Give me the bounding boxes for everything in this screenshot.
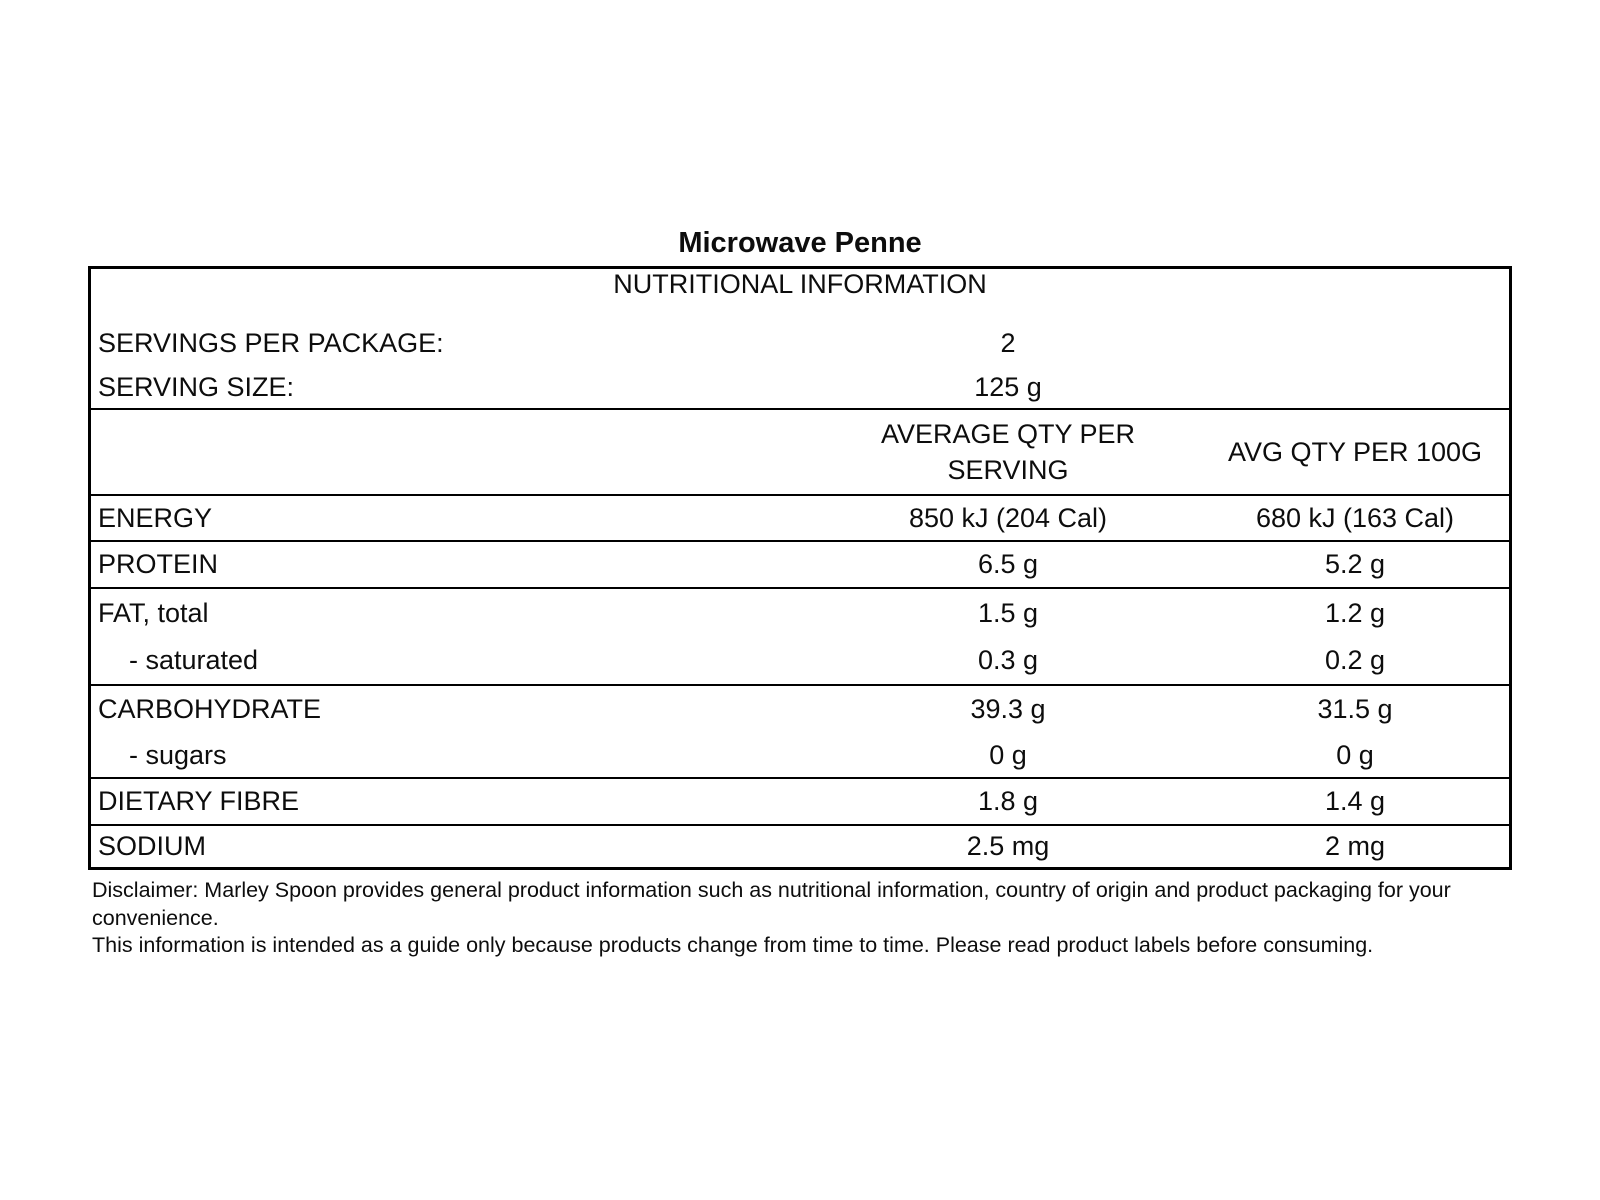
column-header-per-serving-line2: SERVING xyxy=(947,455,1069,485)
nutrient-per-100g: 5.2 g xyxy=(1324,549,1386,579)
table-row-protein xyxy=(91,542,1509,589)
table-row-fat-total xyxy=(91,589,1509,637)
nutrient-per-100g: 1.2 g xyxy=(1324,597,1386,628)
nutrient-per-serving: 0 g xyxy=(989,739,1027,770)
servings-per-package-value: 2 xyxy=(1000,327,1016,358)
nutrient-label: DIETARY FIBRE xyxy=(98,786,300,816)
nutrient-sublabel: - saturated xyxy=(129,645,259,675)
column-header-per-100g: AVG QTY PER 100G xyxy=(1227,437,1483,467)
column-header-per-serving-line1: AVERAGE QTY PER xyxy=(880,419,1136,449)
disclaimer-line-2: This information is intended as a guide only because products change from time to time. Please read product labels before consuming. xyxy=(92,933,1374,957)
nutrient-per-serving: 39.3 g xyxy=(970,694,1046,724)
table-header-row xyxy=(91,269,1509,320)
column-header-row xyxy=(91,410,1509,496)
nutrient-per-100g: 2 mg xyxy=(1324,831,1386,861)
nutrient-label: CARBOHYDRATE xyxy=(98,694,322,724)
table-row-dietary-fibre xyxy=(91,779,1509,826)
table-row-sugars xyxy=(91,733,1509,779)
nutrient-per-100g: 1.4 g xyxy=(1324,786,1386,816)
nutrient-per-serving: 1.8 g xyxy=(977,786,1039,816)
nutrient-sublabel: - sugars xyxy=(129,739,227,770)
nutrient-per-serving: 850 kJ (204 Cal) xyxy=(908,502,1108,533)
nutrient-label: FAT, total xyxy=(98,597,209,628)
nutrient-label: PROTEIN xyxy=(98,549,219,579)
disclaimer xyxy=(92,877,1512,960)
column-header-per-serving xyxy=(815,416,1201,488)
nutrient-label: SODIUM xyxy=(98,831,206,861)
table-row-energy xyxy=(91,496,1509,542)
product-title: Microwave Penne xyxy=(678,227,922,259)
disclaimer-line-1: Disclaimer: Marley Spoon provides general product information such as nutritional information, country of origin and product packaging for your convenience. xyxy=(92,878,1451,930)
nutrient-label: ENERGY xyxy=(98,502,213,533)
nutrient-per-serving: 0.3 g xyxy=(977,645,1039,675)
nutrient-per-100g: 680 kJ (163 Cal) xyxy=(1255,502,1455,533)
table-row-sodium xyxy=(91,826,1509,867)
table-row-fat-saturated xyxy=(91,637,1509,686)
nutrient-per-serving: 1.5 g xyxy=(977,597,1039,628)
table-row-carbohydrate xyxy=(91,686,1509,733)
nutrient-per-serving: 6.5 g xyxy=(977,549,1039,579)
nutrient-per-100g: 0.2 g xyxy=(1324,645,1386,675)
table-header: NUTRITIONAL INFORMATION xyxy=(613,269,987,299)
nutrition-table xyxy=(88,266,1512,870)
servings-per-package-label: SERVINGS PER PACKAGE: xyxy=(98,327,444,358)
serving-size-row xyxy=(91,366,1509,410)
nutrient-per-100g: 31.5 g xyxy=(1317,694,1393,724)
serving-size-value: 125 g xyxy=(974,371,1042,402)
serving-size-label: SERVING SIZE: xyxy=(98,371,295,402)
nutrient-per-serving: 2.5 mg xyxy=(966,831,1050,861)
nutrient-per-100g: 0 g xyxy=(1336,739,1374,770)
servings-per-package-row xyxy=(91,320,1509,366)
